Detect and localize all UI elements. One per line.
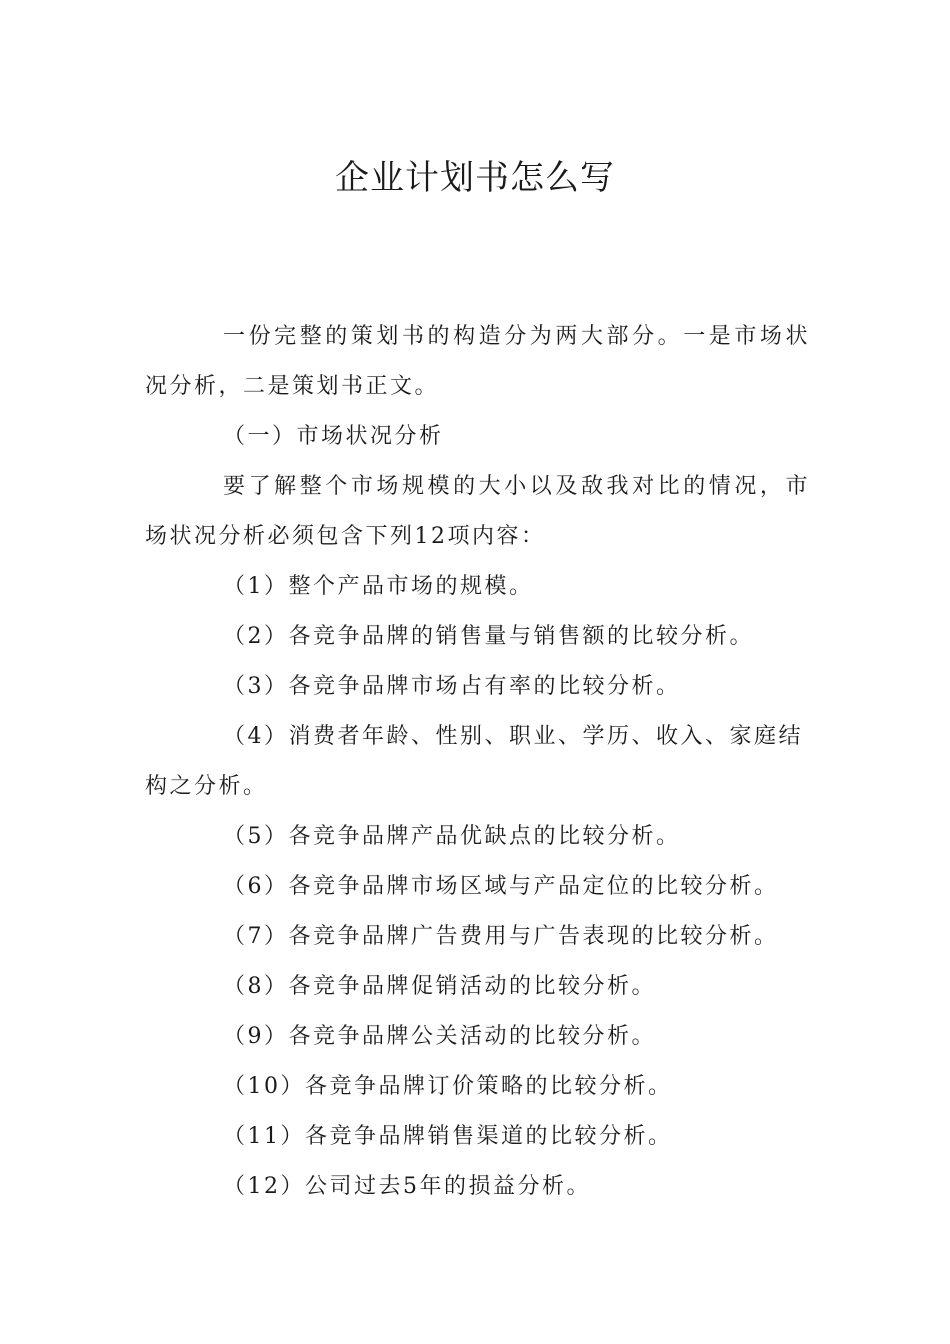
list-item-12: （12）公司过去5年的损益分析。	[223, 1174, 591, 1199]
list-item-6: （6）各竞争品牌市场区域与产品定位的比较分析。	[223, 874, 779, 899]
list-item-9: （9）各竞争品牌公关活动的比较分析。	[223, 1024, 656, 1049]
document-title: 企业计划书怎么写	[335, 158, 615, 198]
list-item-4: （4）消费者年龄、性别、职业、学历、收入、家庭结构之分析。	[145, 724, 803, 799]
list-item-7: （7）各竞争品牌广告费用与广告表现的比较分析。	[223, 924, 779, 949]
intro-paragraph: 一份完整的策划书的构造分为两大部分。一是市场状况分析，二是策划书正文。	[145, 324, 810, 399]
list-item-1: （1）整个产品市场的规模。	[223, 574, 534, 599]
section-heading: （一）市场状况分析	[223, 424, 444, 449]
section-intro-paragraph: 要了解整个市场规模的大小以及敌我对比的情况，市场状况分析必须包含下列12项内容：	[145, 474, 810, 549]
list-item-8: （8）各竞争品牌促销活动的比较分析。	[223, 974, 656, 999]
list-item-5: （5）各竞争品牌产品优缺点的比较分析。	[223, 824, 681, 849]
list-item-10: （10）各竞争品牌订价策略的比较分析。	[223, 1074, 673, 1099]
list-item-3: （3）各竞争品牌市场占有率的比较分析。	[223, 674, 681, 699]
list-item-11: （11）各竞争品牌销售渠道的比较分析。	[223, 1124, 673, 1149]
document-body	[145, 312, 810, 1212]
list-item-2: （2）各竞争品牌的销售量与销售额的比较分析。	[223, 624, 754, 649]
